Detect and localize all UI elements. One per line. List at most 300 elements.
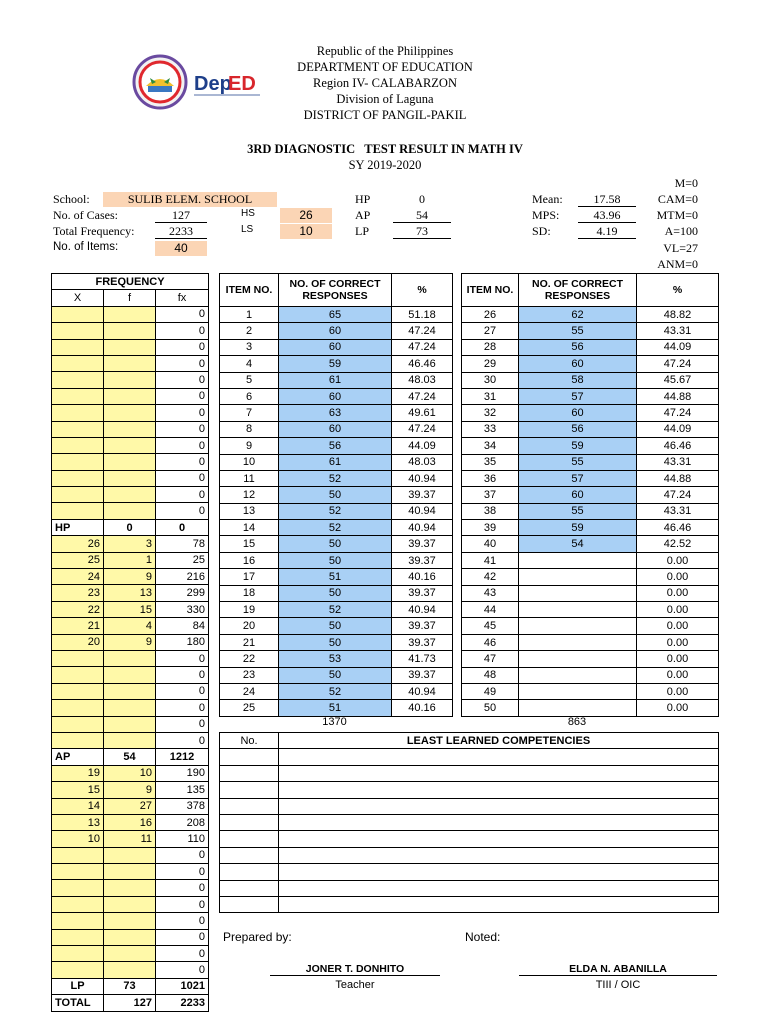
- percent-cell: 43.31: [637, 503, 719, 519]
- f-cell: 9: [104, 782, 156, 798]
- frequency-row: [52, 618, 209, 634]
- percent-cell: 0.00: [637, 569, 719, 585]
- correct-count-cell: 65: [279, 307, 392, 323]
- percent-cell: 39.37: [392, 585, 453, 601]
- fx-cell: 0: [156, 355, 209, 371]
- f-cell: 15: [104, 601, 156, 617]
- frequency-row: [52, 405, 209, 421]
- f-cell: [104, 437, 156, 453]
- frequency-row: [52, 552, 209, 568]
- fx-cell: 208: [156, 814, 209, 830]
- lp-value: 73: [393, 224, 451, 239]
- percent-cell: 48.82: [637, 307, 719, 323]
- x-cell: [52, 667, 104, 683]
- x-cell: 20: [52, 634, 104, 650]
- llc-no-cell: [220, 798, 279, 814]
- percent-cell: 39.37: [392, 618, 453, 634]
- percent-cell: 39.37: [392, 536, 453, 552]
- percent-header: %: [392, 274, 453, 307]
- fx-cell: 0: [156, 503, 209, 519]
- total-cell: 2233: [156, 995, 209, 1011]
- llc-no-cell: [220, 782, 279, 798]
- correct-count-cell: [519, 634, 637, 650]
- percent-cell: 39.37: [392, 667, 453, 683]
- llc-no-cell: [220, 831, 279, 847]
- fx-cell: 0: [156, 880, 209, 896]
- percent-cell: 48.03: [392, 454, 453, 470]
- correct-count-cell: 52: [279, 602, 392, 618]
- item-row: [220, 323, 453, 339]
- item-row: [220, 683, 453, 699]
- item-analysis-table-left: [219, 273, 453, 717]
- item-row: [220, 372, 453, 388]
- sd-label: SD:: [532, 224, 551, 238]
- item-row: [462, 454, 719, 470]
- item-no-cell: 10: [220, 454, 279, 470]
- item-row: [462, 487, 719, 503]
- percent-cell: 44.09: [637, 339, 719, 355]
- frequency-row: [52, 896, 209, 912]
- f-cell: [104, 470, 156, 486]
- item-no-cell: 31: [462, 388, 519, 404]
- svg-text:Dep: Dep: [194, 73, 232, 95]
- percent-header: %: [637, 274, 719, 307]
- item-row: [220, 602, 453, 618]
- correct-count-cell: 50: [279, 634, 392, 650]
- fx-cell: 0: [156, 732, 209, 748]
- item-no-cell: 20: [220, 618, 279, 634]
- f-cell: [104, 339, 156, 355]
- x-cell: [52, 880, 104, 896]
- header-line-1: Republic of the Philippines: [316, 44, 454, 58]
- mps-value: 43.96: [578, 208, 636, 223]
- llc-row: [220, 831, 719, 847]
- item-row: [462, 602, 719, 618]
- f-cell: 9: [104, 569, 156, 585]
- f-cell: [104, 913, 156, 929]
- least-learned-table: [219, 732, 719, 913]
- percent-cell: 44.09: [392, 438, 453, 454]
- item-no-cell: 15: [220, 536, 279, 552]
- item-no-header: ITEM NO.: [220, 274, 279, 307]
- x-cell: 21: [52, 618, 104, 634]
- x-cell: [52, 405, 104, 421]
- correct-count-cell: 59: [519, 520, 637, 536]
- item-row: [462, 520, 719, 536]
- item-row: [220, 585, 453, 601]
- item-no-cell: 43: [462, 585, 519, 601]
- item-row: [220, 569, 453, 585]
- frequency-row: [52, 503, 209, 519]
- correct-count-cell: 50: [279, 552, 392, 568]
- item-row: [220, 487, 453, 503]
- fx-cell: 0: [156, 339, 209, 355]
- fx-cell: 25: [156, 552, 209, 568]
- llc-competency-cell: [279, 896, 719, 912]
- frequency-row: [52, 470, 209, 486]
- fx-cell: 0: [156, 667, 209, 683]
- fx-cell: 0: [156, 650, 209, 666]
- x-cell: 22: [52, 601, 104, 617]
- noted-role: TIII / OIC: [595, 979, 641, 991]
- percent-cell: 47.24: [637, 487, 719, 503]
- frequency-row: [52, 569, 209, 585]
- fx-cell: 0: [156, 470, 209, 486]
- fx-cell: 0: [156, 454, 209, 470]
- correct-count-cell: 53: [279, 651, 392, 667]
- item-row: [220, 307, 453, 323]
- percent-cell: 43.31: [637, 454, 719, 470]
- prepared-by-label: Prepared by:: [223, 930, 292, 944]
- item-row: [220, 438, 453, 454]
- f-cell: [104, 323, 156, 339]
- frequency-row: [52, 831, 209, 847]
- item-row: [220, 552, 453, 568]
- item-no-cell: 9: [220, 438, 279, 454]
- percent-cell: 0.00: [637, 651, 719, 667]
- item-no-cell: 4: [220, 356, 279, 372]
- fx-cell: 0: [156, 864, 209, 880]
- percent-cell: 39.37: [392, 634, 453, 650]
- hs-label: HS: [241, 208, 255, 219]
- fx-cell: 0: [156, 323, 209, 339]
- llc-no-cell: [220, 896, 279, 912]
- lp-label: LP: [355, 224, 370, 238]
- f-cell: [104, 503, 156, 519]
- item-no-cell: 34: [462, 438, 519, 454]
- fx-cell: 190: [156, 765, 209, 781]
- total-frequency-value: 2233: [155, 224, 207, 239]
- llc-no-cell: [220, 847, 279, 863]
- llc-row: [220, 814, 719, 830]
- left-total: 1370: [322, 716, 347, 728]
- item-no-cell: 18: [220, 585, 279, 601]
- frequency-row: [52, 421, 209, 437]
- x-cell: [52, 323, 104, 339]
- lp-summary-cell: 73: [104, 978, 156, 994]
- item-no-cell: 36: [462, 470, 519, 486]
- llc-competency-cell: [279, 814, 719, 830]
- item-row: [220, 667, 453, 683]
- x-cell: [52, 683, 104, 699]
- llc-no-cell: [220, 814, 279, 830]
- item-row: [462, 405, 719, 421]
- item-row: [462, 421, 719, 437]
- correct-count-cell: 51: [279, 700, 392, 716]
- frequency-row: [52, 814, 209, 830]
- f-cell: [104, 847, 156, 863]
- item-no-cell: 2: [220, 323, 279, 339]
- percent-cell: 49.61: [392, 405, 453, 421]
- x-cell: 24: [52, 569, 104, 585]
- ap-value: 54: [393, 208, 451, 223]
- fx-cell: 216: [156, 569, 209, 585]
- percent-cell: 46.46: [392, 356, 453, 372]
- llc-no-cell: [220, 864, 279, 880]
- mean-value: 17.58: [578, 192, 636, 207]
- header-line-5: DISTRICT OF PANGIL-PAKIL: [303, 108, 467, 122]
- item-no-cell: 5: [220, 372, 279, 388]
- item-row: [462, 585, 719, 601]
- llc-competency-cell: [279, 765, 719, 781]
- correct-count-cell: 56: [519, 339, 637, 355]
- item-no-cell: 26: [462, 307, 519, 323]
- item-no-cell: 47: [462, 651, 519, 667]
- item-row: [220, 536, 453, 552]
- ls-label: LS: [241, 224, 254, 235]
- x-cell: 23: [52, 585, 104, 601]
- item-row: [462, 372, 719, 388]
- percent-cell: 0.00: [637, 585, 719, 601]
- item-row: [462, 388, 719, 404]
- school-value: SULIB ELEM. SCHOOL: [103, 192, 277, 207]
- f-cell: 4: [104, 618, 156, 634]
- ap-summary-row: [52, 749, 209, 765]
- item-no-cell: 30: [462, 372, 519, 388]
- correct-count-cell: 60: [279, 323, 392, 339]
- lp-summary-cell: 1021: [156, 978, 209, 994]
- fx-cell: 0: [156, 929, 209, 945]
- item-row: [462, 634, 719, 650]
- item-no-cell: 22: [220, 651, 279, 667]
- frequency-row: [52, 667, 209, 683]
- item-no-cell: 49: [462, 683, 519, 699]
- frequency-row: [52, 306, 209, 322]
- x-cell: [52, 355, 104, 371]
- ls-value: 10: [280, 224, 332, 239]
- x-cell: [52, 700, 104, 716]
- item-no-cell: 42: [462, 569, 519, 585]
- x-cell: [52, 896, 104, 912]
- correct-count-cell: 60: [279, 421, 392, 437]
- frequency-row: [52, 732, 209, 748]
- f-cell: [104, 700, 156, 716]
- frequency-row: [52, 372, 209, 388]
- item-no-cell: 37: [462, 487, 519, 503]
- frequency-title: FREQUENCY: [52, 274, 209, 290]
- correct-count-cell: 52: [279, 503, 392, 519]
- item-no-cell: 7: [220, 405, 279, 421]
- x-cell: [52, 306, 104, 322]
- llc-competency-cell: [279, 831, 719, 847]
- frequency-row: [52, 601, 209, 617]
- item-no-cell: 27: [462, 323, 519, 339]
- correct-count-cell: 60: [519, 405, 637, 421]
- correct-count-cell: 59: [279, 356, 392, 372]
- correct-count-cell: [519, 651, 637, 667]
- percent-cell: 47.24: [637, 405, 719, 421]
- correct-count-cell: [519, 569, 637, 585]
- item-row: [462, 307, 719, 323]
- frequency-row: [52, 536, 209, 552]
- x-cell: 13: [52, 814, 104, 830]
- correct-count-cell: 54: [519, 536, 637, 552]
- llc-row: [220, 749, 719, 765]
- frequency-row: [52, 634, 209, 650]
- correct-count-cell: 56: [519, 421, 637, 437]
- mean-label: Mean:: [532, 192, 563, 206]
- x-cell: [52, 339, 104, 355]
- llc-row: [220, 798, 719, 814]
- correct-count-cell: 52: [279, 520, 392, 536]
- item-no-cell: 33: [462, 421, 519, 437]
- fx-header: fx: [156, 290, 209, 306]
- x-cell: [52, 732, 104, 748]
- hp-summary-row: [52, 519, 209, 535]
- total-cell: 127: [104, 995, 156, 1011]
- hs-value: 26: [280, 208, 332, 223]
- item-row: [220, 634, 453, 650]
- item-no-cell: 3: [220, 339, 279, 355]
- x-cell: [52, 487, 104, 503]
- f-cell: [104, 372, 156, 388]
- item-row: [220, 520, 453, 536]
- item-no-cell: 23: [220, 667, 279, 683]
- ap-summary-row-cell: 54: [104, 749, 156, 765]
- fx-cell: 110: [156, 831, 209, 847]
- x-cell: 26: [52, 536, 104, 552]
- correct-count-cell: 55: [519, 503, 637, 519]
- item-no-cell: 24: [220, 683, 279, 699]
- frequency-table: [51, 273, 209, 1012]
- percent-cell: 40.94: [392, 683, 453, 699]
- item-row: [462, 569, 719, 585]
- x-cell: 19: [52, 765, 104, 781]
- fx-cell: 0: [156, 306, 209, 322]
- header-line-3: Region IV- CALABARZON: [313, 76, 457, 90]
- f-cell: [104, 683, 156, 699]
- items-value: 40: [155, 241, 207, 256]
- hp-summary-row-cell: 0: [156, 519, 209, 535]
- item-no-cell: 6: [220, 388, 279, 404]
- x-cell: [52, 372, 104, 388]
- item-no-cell: 12: [220, 487, 279, 503]
- item-row: [462, 438, 719, 454]
- cases-label: No. of Cases:: [53, 208, 118, 222]
- llc-row: [220, 782, 719, 798]
- correct-count-cell: 60: [279, 339, 392, 355]
- frequency-row: [52, 798, 209, 814]
- fx-cell: 0: [156, 388, 209, 404]
- item-no-cell: 21: [220, 634, 279, 650]
- llc-row: [220, 847, 719, 863]
- item-row: [462, 470, 719, 486]
- x-header: X: [52, 290, 104, 306]
- percent-cell: 43.31: [637, 323, 719, 339]
- item-row: [220, 356, 453, 372]
- item-no-cell: 35: [462, 454, 519, 470]
- percent-cell: 51.18: [392, 307, 453, 323]
- correct-count-cell: 59: [519, 438, 637, 454]
- total-row: [52, 995, 209, 1011]
- fx-cell: 330: [156, 601, 209, 617]
- correct-count-cell: [519, 700, 637, 716]
- correct-count-cell: 50: [279, 585, 392, 601]
- llc-row: [220, 880, 719, 896]
- correct-count-cell: 63: [279, 405, 392, 421]
- frequency-row: [52, 388, 209, 404]
- note-anm: ANM=0: [657, 257, 698, 271]
- x-cell: [52, 913, 104, 929]
- f-cell: 11: [104, 831, 156, 847]
- percent-cell: 44.09: [637, 421, 719, 437]
- frequency-row: [52, 847, 209, 863]
- x-cell: [52, 437, 104, 453]
- x-cell: [52, 929, 104, 945]
- f-cell: 3: [104, 536, 156, 552]
- f-cell: [104, 880, 156, 896]
- fx-cell: 299: [156, 585, 209, 601]
- note-cam: CAM=0: [657, 192, 698, 206]
- x-cell: [52, 388, 104, 404]
- f-cell: 1: [104, 552, 156, 568]
- hp-label: HP: [355, 192, 371, 206]
- f-cell: [104, 306, 156, 322]
- frequency-row: [52, 716, 209, 732]
- correct-count-cell: 51: [279, 569, 392, 585]
- fx-cell: 0: [156, 962, 209, 978]
- x-cell: [52, 650, 104, 666]
- item-no-cell: 50: [462, 700, 519, 716]
- f-cell: [104, 962, 156, 978]
- percent-cell: 40.94: [392, 503, 453, 519]
- frequency-row: [52, 683, 209, 699]
- item-row: [462, 700, 719, 716]
- ap-summary-row-cell: 1212: [156, 749, 209, 765]
- items-label: No. of Items:: [53, 241, 119, 253]
- frequency-row: [52, 782, 209, 798]
- f-cell: [104, 667, 156, 683]
- frequency-row: [52, 700, 209, 716]
- item-row: [462, 339, 719, 355]
- correct-count-cell: 50: [279, 487, 392, 503]
- lp-summary-row: [52, 978, 209, 994]
- mps-label: MPS:: [532, 208, 560, 222]
- llc-competency-cell: [279, 864, 719, 880]
- x-cell: [52, 454, 104, 470]
- percent-cell: 47.24: [637, 356, 719, 372]
- item-no-cell: 48: [462, 667, 519, 683]
- correct-count-cell: [519, 667, 637, 683]
- f-cell: [104, 946, 156, 962]
- school-year: SY 2019-2020: [348, 158, 422, 172]
- llc-no-cell: [220, 880, 279, 896]
- correct-count-cell: 60: [279, 388, 392, 404]
- x-cell: [52, 962, 104, 978]
- item-no-cell: 29: [462, 356, 519, 372]
- percent-cell: 0.00: [637, 618, 719, 634]
- correct-count-cell: 61: [279, 372, 392, 388]
- svg-text:ED: ED: [228, 73, 256, 95]
- frequency-row: [52, 454, 209, 470]
- llc-competency-cell: [279, 749, 719, 765]
- correct-count-cell: [519, 683, 637, 699]
- fx-cell: 180: [156, 634, 209, 650]
- frequency-row: [52, 585, 209, 601]
- school-label: School:: [53, 192, 90, 206]
- correct-count-cell: 58: [519, 372, 637, 388]
- fx-cell: 0: [156, 421, 209, 437]
- llc-row: [220, 896, 719, 912]
- item-row: [220, 503, 453, 519]
- prepared-role: Teacher: [335, 979, 375, 991]
- item-row: [220, 618, 453, 634]
- percent-cell: 0.00: [637, 683, 719, 699]
- item-row: [462, 323, 719, 339]
- percent-cell: 45.67: [637, 372, 719, 388]
- f-cell: [104, 929, 156, 945]
- llc-row: [220, 864, 719, 880]
